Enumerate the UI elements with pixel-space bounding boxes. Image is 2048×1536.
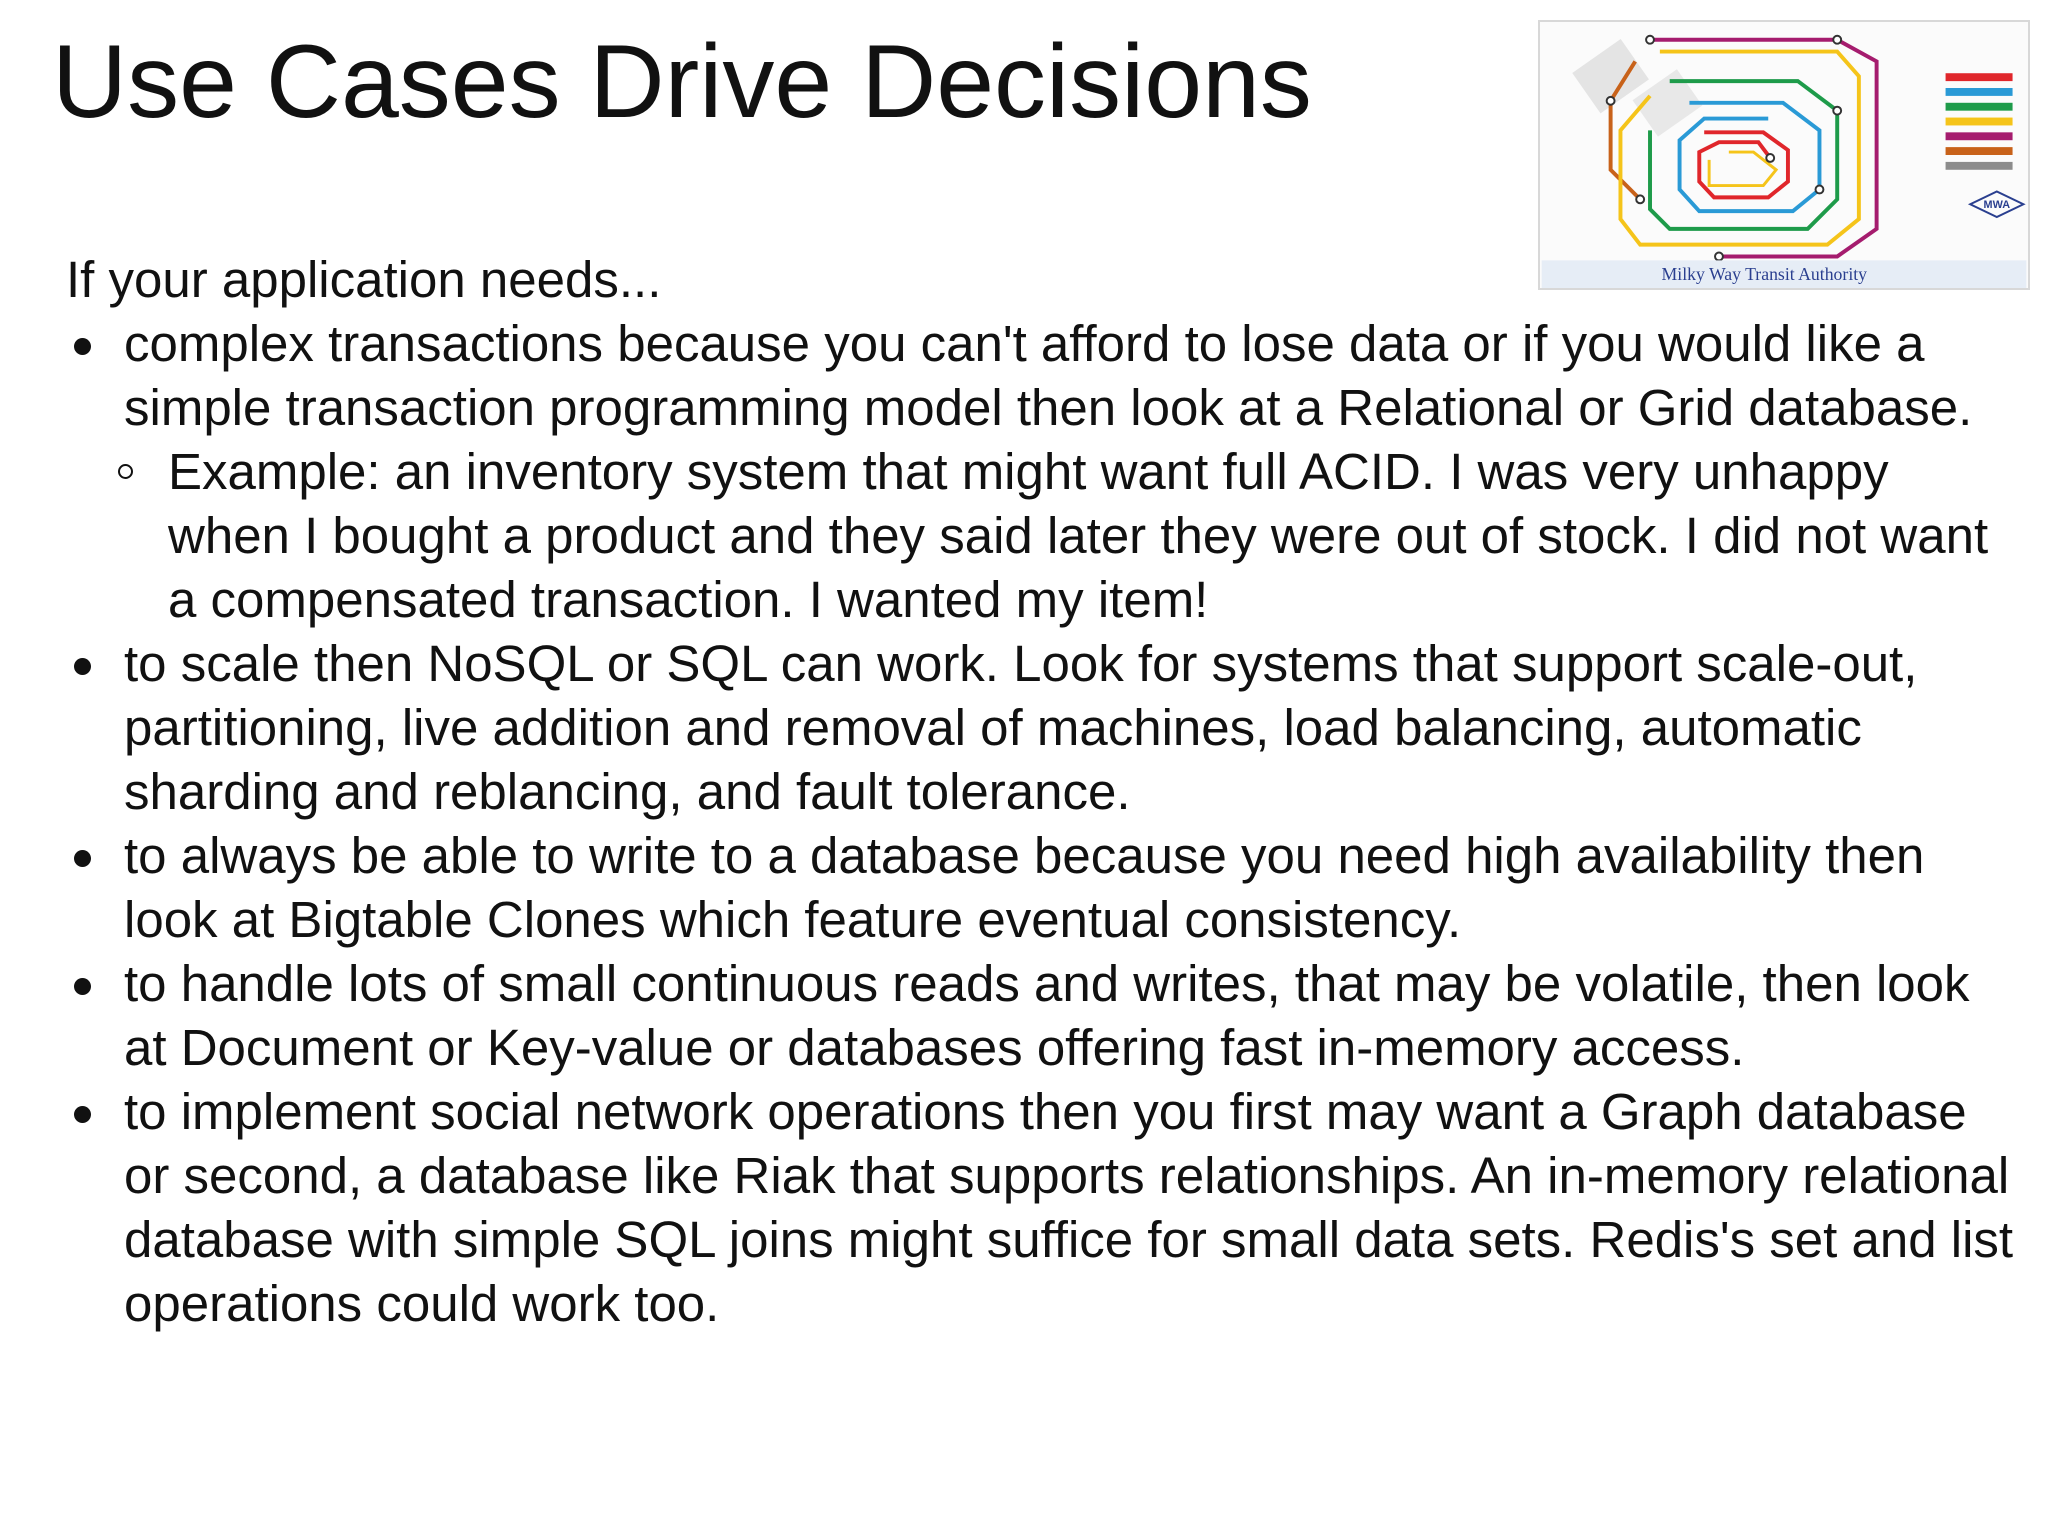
legend-color-bar (1946, 73, 2013, 81)
legend-color-bar (1946, 88, 2013, 96)
bullet-dot-icon (74, 850, 91, 867)
bullet-item (66, 632, 2016, 824)
bullet-text: complex transactions because you can't afford to lose data or if you would like a simple transaction programming model then look at a Relational or Grid database. (124, 315, 1973, 436)
intro-text: If your application needs... (66, 251, 662, 308)
sub-bullet-list (66, 440, 2016, 632)
legend-color-bar (1946, 147, 2013, 155)
legend-color-bar (1946, 162, 2013, 170)
bullet-text: to scale then NoSQL or SQL can work. Look for systems that support scale-out, partitioning, live addition and removal of machines, load balancing, automatic sharding and reblancing, and fault tolerance. (124, 635, 1918, 820)
hollow-circle-bullet-icon (118, 464, 133, 479)
legend-color-bar (1946, 132, 2013, 140)
slide-title: Use Cases Drive Decisions (52, 24, 1312, 140)
sub-bullet-text: Example: an inventory system that might want full ACID. I was very unhappy when I bought a product and they said later they were out of stock. I did not want a compensated transaction. I wanted my item! (168, 443, 1989, 628)
bullet-text: to always be able to write to a database because you need high availability then look at Bigtable Clones which feature eventual consistency. (124, 827, 1925, 948)
bullet-text: to implement social network operations then you first may want a Graph database or second, a database like Riak that supports relationships. An in-memory relational database with simple SQL joins might suffice for small data sets. Redis's set and list operations could work too. (124, 1083, 2014, 1332)
sub-bullet-item (66, 440, 2016, 632)
sub-bullet-group (66, 440, 2016, 632)
bullet-item (66, 1080, 2016, 1336)
svg-text:MWA: MWA (1983, 199, 2011, 212)
bullet-dot-icon (74, 658, 91, 675)
bullet-text: to handle lots of small continuous reads and writes, that may be volatile, then look at Document or Key-value or databases offering fast in-memory access. (124, 955, 1970, 1076)
bullet-dot-icon (74, 338, 91, 355)
bullet-item (66, 952, 2016, 1080)
bullet-dot-icon (74, 1106, 91, 1123)
bullet-list (66, 312, 2016, 1336)
bullet-item (66, 824, 2016, 952)
svg-text:Milky Way Transit Authority: Milky Way Transit Authority (1661, 264, 1868, 285)
bullet-dot-icon (74, 978, 91, 995)
slide-body (66, 248, 2016, 1336)
legend-color-bar (1946, 103, 2013, 111)
legend-color-bar (1946, 118, 2013, 126)
bullet-item (66, 312, 2016, 440)
